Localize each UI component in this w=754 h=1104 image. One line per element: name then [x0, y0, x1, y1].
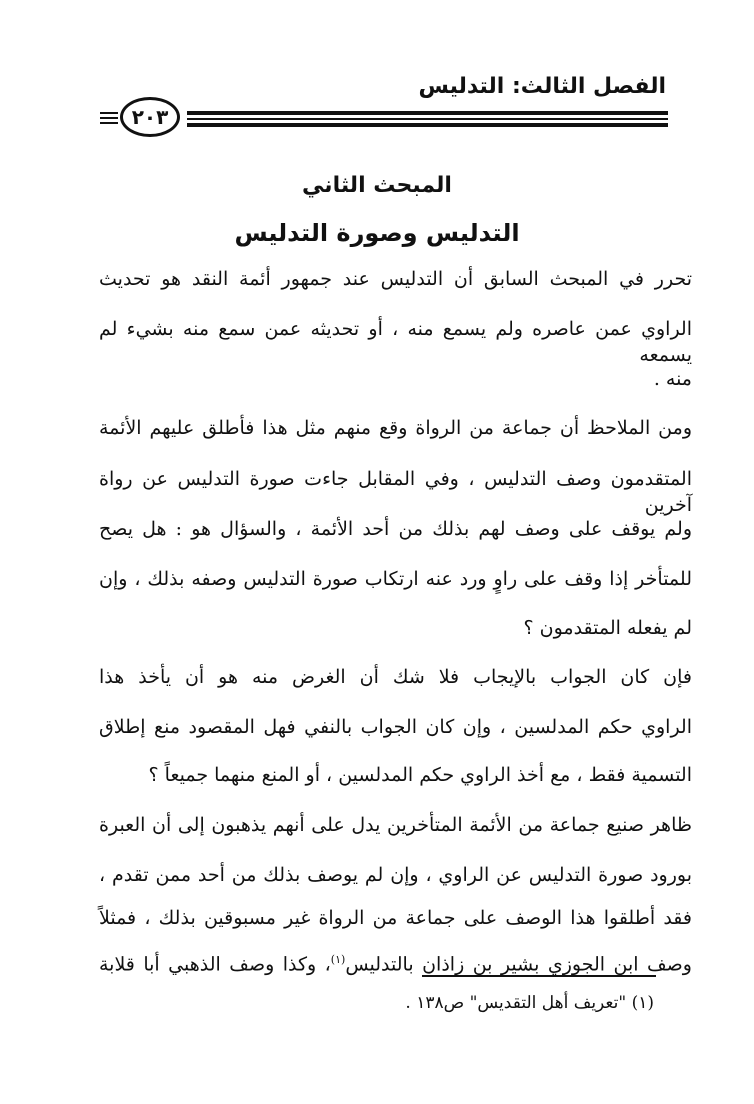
- text-line: فقد أطلقوا هذا الوصف على جماعة من الرواة غير مسبوقين بذلك ، فمثلاً: [99, 907, 692, 929]
- text-line: تحرر في المبحث السابق أن التدليس عند جمهور أئمة النقد هو تحديث: [99, 268, 692, 290]
- text-line: للمتأخر إذا وقف على راوٍ ورد عنه ارتكاب صورة التدليس وصفه بذلك ، وإن: [99, 568, 692, 590]
- text-line: المتقدمون وصف التدليس ، وفي المقابل جاءت صورة التدليس عن رواة آخرين: [99, 468, 692, 516]
- text-line: ولم يوقف على وصف لهم بذلك من أحد الأئمة ، والسؤال هو : هل يصح: [99, 518, 692, 540]
- header-rule: [187, 123, 668, 127]
- page-number: ٢٠٣: [120, 97, 180, 137]
- footnote-marker: (١): [330, 953, 346, 966]
- text-segment: وصف ابن الجوزي بشير بن زاذان بالتدليس: [345, 953, 692, 976]
- text-line: منه .: [653, 368, 692, 390]
- text-line: [99, 947, 692, 977]
- section-title: المبحث الثاني: [302, 173, 452, 198]
- header-rule-left: [100, 112, 118, 114]
- section-subtitle: التدليس وصورة التدليس: [234, 219, 520, 247]
- header-rule-left: [100, 122, 118, 124]
- text-line: لم يفعله المتقدمون ؟: [523, 617, 692, 639]
- footnote-separator: [422, 975, 656, 977]
- header-rule-left: [100, 117, 118, 119]
- text-line: فإن كان الجواب بالإيجاب فلا شك أن الغرض منه هو أن يأخذ هذا: [99, 666, 692, 688]
- text-line: ومن الملاحظ أن جماعة من الرواة وقع منهم مثل هذا فأطلق عليهم الأئمة: [99, 417, 692, 439]
- text-line: ظاهر صنيع جماعة من الأئمة المتأخرين يدل على أنهم يذهبون إلى أن العبرة: [99, 814, 692, 836]
- text-line: بورود صورة التدليس عن الراوي ، وإن لم يوصف بذلك من أحد ممن تقدم ،: [99, 864, 692, 886]
- header-rule: [187, 111, 668, 115]
- text-segment: ، وكذا وصف الذهبي أبا قلابة: [99, 953, 331, 976]
- text-line: الراوي حكم المدلسين ، وإن كان الجواب بالنفي فهل المقصود منع إطلاق: [99, 716, 692, 738]
- footnote: (١) "تعريف أهل التقديس" ص١٣٨ .: [405, 993, 654, 1013]
- text-line: التسمية فقط ، مع أخذ الراوي حكم المدلسين ، أو المنع منهما جميعاً ؟: [148, 764, 692, 786]
- header-rule: [187, 118, 668, 120]
- chapter-title: الفصل الثالث: التدليس: [418, 74, 666, 99]
- text-line: الراوي عمن عاصره ولم يسمع منه ، أو تحديثه عمن سمع منه بشيء لم يسمعه: [99, 318, 692, 366]
